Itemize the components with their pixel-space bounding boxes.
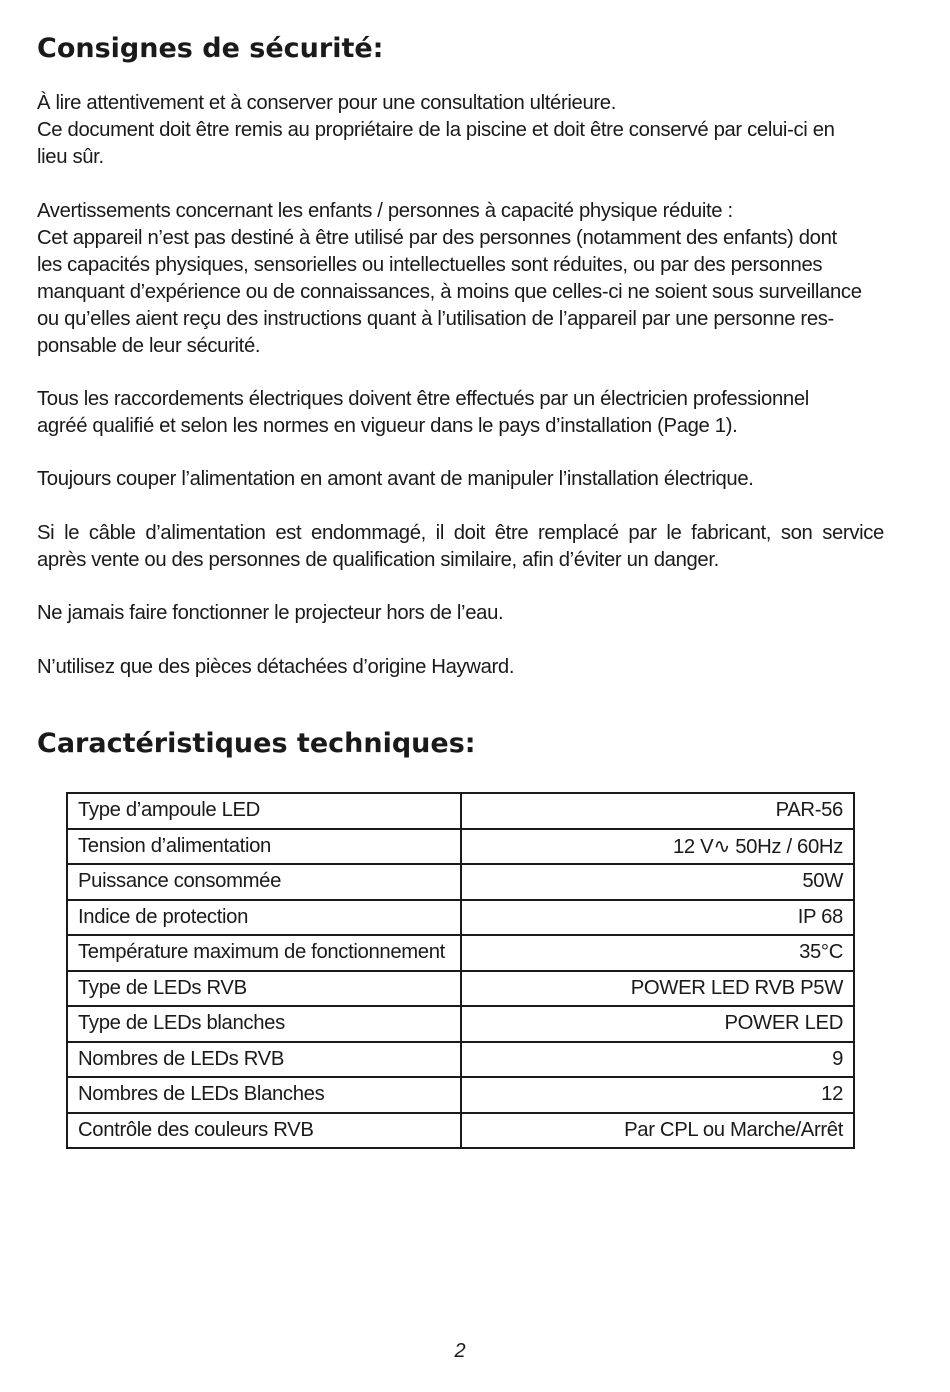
text-line: Toujours couper l’alimentation en amont avant de manipuler l’installation électrique. xyxy=(37,468,754,490)
spec-label: Indice de protection xyxy=(67,900,461,936)
safety-paragraph-cable xyxy=(37,520,897,574)
text-line: Avertissements concernant les enfants / personnes à capacité physique réduite : xyxy=(37,200,733,222)
text-line: Ne jamais faire fonctionner le projecteur hors de l’eau. xyxy=(37,602,504,624)
spec-label: Nombres de LEDs Blanches xyxy=(67,1077,461,1113)
table-row xyxy=(67,1077,854,1113)
safety-paragraph-spare-parts xyxy=(37,654,897,681)
spec-value: 35°C xyxy=(461,935,854,971)
safety-paragraph-electrician xyxy=(37,386,897,440)
tech-specs-title: Caractéristiques techniques: xyxy=(37,728,476,759)
text-line: À lire attentivement et à conserver pour une consultation ultérieure. xyxy=(37,92,616,114)
spec-label: Type de LEDs blanches xyxy=(67,1006,461,1042)
table-row xyxy=(67,1113,854,1149)
spec-value: 12 V∿ 50Hz / 60Hz xyxy=(461,829,854,865)
table-row xyxy=(67,900,854,936)
spec-label: Tension d’alimentation xyxy=(67,829,461,865)
text-line: les capacités physiques, sensorielles ou intellectuelles sont réduites, ou par des personnes xyxy=(37,254,823,276)
text-line: agréé qualifié et selon les normes en vigueur dans le pays d’installation (Page 1). xyxy=(37,415,738,437)
safety-title: Consignes de sécurité: xyxy=(37,33,384,64)
tech-specs-table xyxy=(66,792,855,1149)
spec-label: Contrôle des couleurs RVB xyxy=(67,1113,461,1149)
spec-label: Type d’ampoule LED xyxy=(67,793,461,829)
spec-value: PAR-56 xyxy=(461,793,854,829)
text-line: ou qu’elles aient reçu des instructions quant à l’utilisation de l’appareil par une personne res- xyxy=(37,308,834,330)
table-row xyxy=(67,971,854,1007)
table-row xyxy=(67,1006,854,1042)
spec-label: Type de LEDs RVB xyxy=(67,971,461,1007)
spec-value: 9 xyxy=(461,1042,854,1078)
table-row xyxy=(67,1042,854,1078)
safety-paragraph-read xyxy=(37,90,897,171)
spec-value: Par CPL ou Marche/Arrêt xyxy=(461,1113,854,1149)
spec-value: IP 68 xyxy=(461,900,854,936)
safety-paragraph-power-off xyxy=(37,466,897,493)
text-line: ponsable de leur sécurité. xyxy=(37,335,261,357)
text-line: Cet appareil n’est pas destiné à être utilisé par des personnes (notamment des enfants) dont xyxy=(37,227,837,249)
spec-value: 12 xyxy=(461,1077,854,1113)
text-line: Tous les raccordements électriques doivent être effectués par un électricien professionnel xyxy=(37,388,809,410)
spec-label: Nombres de LEDs RVB xyxy=(67,1042,461,1078)
safety-paragraph-out-of-water xyxy=(37,600,897,627)
spec-label: Puissance consommée xyxy=(67,864,461,900)
text-line: N’utilisez que des pièces détachées d’origine Hayward. xyxy=(37,656,515,678)
table-row xyxy=(67,829,854,865)
table-row xyxy=(67,935,854,971)
table-row xyxy=(67,793,854,829)
text-line: manquant d’expérience ou de connaissances, à moins que celles-ci ne soient sous surveillance xyxy=(37,281,862,303)
spec-label: Température maximum de fonctionnement xyxy=(67,935,461,971)
table-row xyxy=(67,864,854,900)
spec-value: POWER LED RVB P5W xyxy=(461,971,854,1007)
text-line: lieu sûr. xyxy=(37,146,104,168)
spec-value: POWER LED xyxy=(461,1006,854,1042)
text-line: Si le câble d’alimentation est endommagé, il doit être remplacé par le fabricant, son service xyxy=(37,522,884,544)
text-line: Ce document doit être remis au propriétaire de la piscine et doit être conservé par celui-ci en xyxy=(37,119,835,141)
spec-value: 50W xyxy=(461,864,854,900)
page-number: 2 xyxy=(454,1340,466,1362)
text-line: après vente ou des personnes de qualification similaire, afin d’éviter un danger. xyxy=(37,549,719,571)
safety-paragraph-warning xyxy=(37,198,897,360)
